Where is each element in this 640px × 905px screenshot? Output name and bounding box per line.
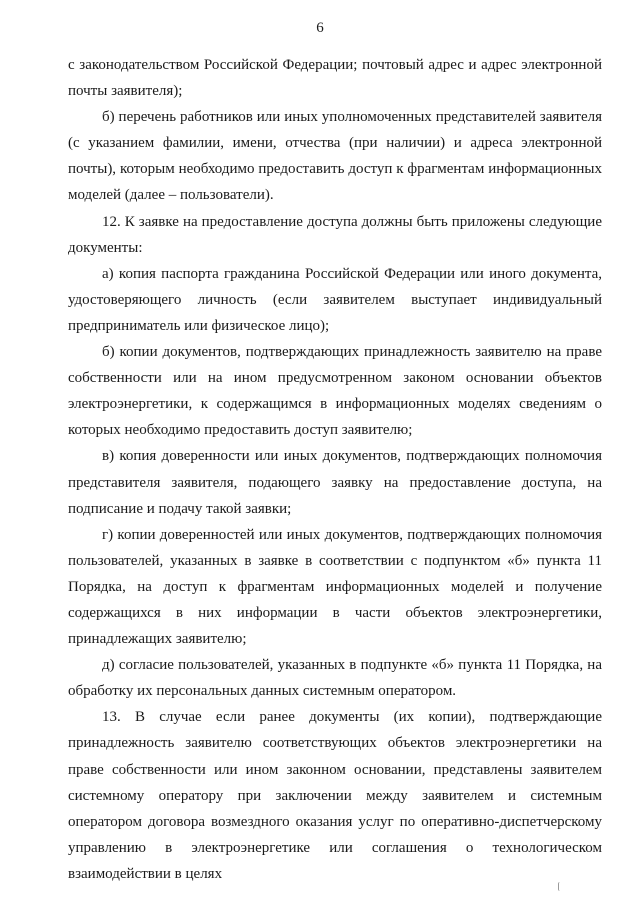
paragraph-item-v-power-of-attorney: в) копия доверенности или иных документов, подтверждающих полномочия представителя заявителя, подающего заявку на предоставление доступа, на подписание и подачу такой заявки; (68, 448, 602, 517)
page-number: 6 (316, 20, 324, 36)
paragraph-item-a-passport: а) копия паспорта гражданина Российской Федерации или иного документа, удостоверяющего личность (если заявителем выступает индивидуальный предприниматель или физическое лицо); (68, 265, 602, 334)
document-body (68, 52, 602, 887)
paragraph-clause-12: 12. К заявке на предоставление доступа должны быть приложены следующие документы: (68, 213, 602, 256)
paragraph-item-g-user-authority: г) копии доверенностей или иных документов, подтверждающих полномочия пользователей, указанных в заявке в соответствии с подпунктом «б» пункта 11 Порядка, на доступ к фрагментам информационных моделей и получение содержащихся в них информации в части объектов электроэнергетики, принадлежащих заявителю; (68, 526, 602, 648)
paragraph-clause-13: 13. В случае если ранее документы (их копии), подтверждающие принадлежность заявителю соответствующих объектов электроэнергетики на праве собственности или ином законном основании, представлены заявителем системному оператору при заключении между заявителем и системным оператором договора возмездного оказания услуг по оперативно-диспетчерскому управлению в электроэнергетике или соглашения о технологическом взаимодействии в целях (68, 709, 602, 882)
paragraph-item-d-consent: д) согласие пользователей, указанных в подпункте «б» пункта 11 Порядка, на обработку их персональных данных системным оператором. (68, 657, 602, 700)
paragraph-item-b-users-list: б) перечень работников или иных уполномоченных представителей заявителя (с указанием фамилии, имени, отчества (при наличии) и адреса электронной почты), которым необходимо предоставить доступ к фрагментам информационных моделей (далее – пользователи). (68, 109, 602, 204)
scan-artifact-mark (558, 882, 562, 891)
paragraph-contact-continuation: с законодательством Российской Федерации; почтовый адрес и адрес электронной почты заявителя); (68, 57, 602, 100)
paragraph-item-b-ownership-docs: б) копии документов, подтверждающих принадлежность заявителю на праве собственности или на ином предусмотренном законом основании объектов электроэнергетики, к содержащимся в информационных моделях сведениям о которых необходимо предоставить доступ заявителю; (68, 344, 602, 439)
